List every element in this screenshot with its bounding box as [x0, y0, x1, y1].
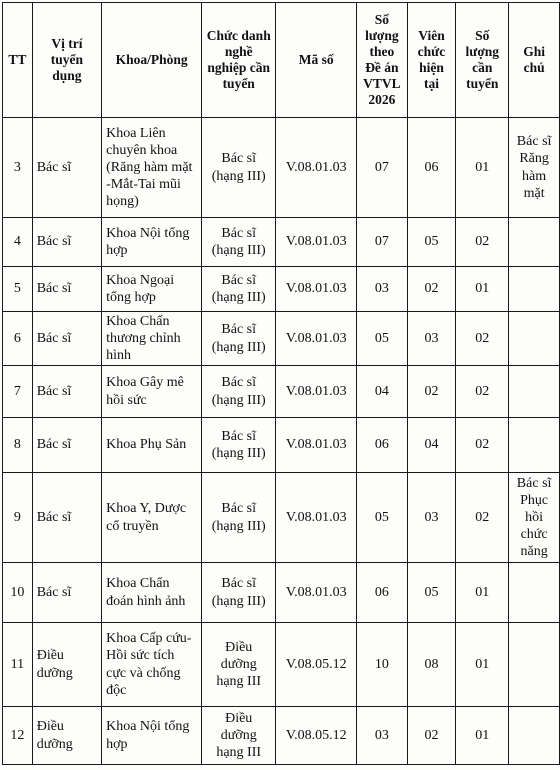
cell-planned: 07: [357, 218, 407, 267]
cell-needed: 01: [456, 267, 509, 312]
cell-position: Bác sĩ: [32, 418, 101, 473]
header-current: Viên chức hiện tại: [407, 3, 456, 118]
cell-current: 03: [407, 312, 456, 366]
header-note: Ghi chú: [509, 3, 560, 118]
cell-needed: 01: [456, 707, 509, 765]
table-row: [3, 473, 560, 563]
cell-needed: 01: [456, 563, 509, 623]
cell-title: Bác sĩ (hạng III): [202, 418, 276, 473]
cell-position: Bác sĩ: [32, 118, 101, 218]
cell-position: Điều dưỡng: [32, 707, 101, 765]
cell-tt: 3: [3, 118, 33, 218]
cell-department: Khoa Nội tổng hợp: [102, 707, 202, 765]
cell-planned: 03: [357, 707, 407, 765]
cell-position: Bác sĩ: [32, 366, 101, 418]
header-position: Vị trí tuyển dụng: [32, 3, 101, 118]
cell-department: Khoa Nội tổng hợp: [102, 218, 202, 267]
cell-tt: 9: [3, 473, 33, 563]
cell-note: [509, 218, 560, 267]
cell-planned: 03: [357, 267, 407, 312]
cell-department: Khoa Chẩn đoán hình ảnh: [102, 563, 202, 623]
cell-planned: 04: [357, 366, 407, 418]
cell-current: 02: [407, 267, 456, 312]
cell-planned: 07: [357, 118, 407, 218]
cell-planned: 06: [357, 563, 407, 623]
cell-code: V.08.05.12: [276, 707, 357, 765]
cell-needed: 02: [456, 418, 509, 473]
cell-title: Bác sĩ (hạng III): [202, 366, 276, 418]
table-row: [3, 563, 560, 623]
cell-department: Khoa Phụ Sản: [102, 418, 202, 473]
cell-planned: 06: [357, 418, 407, 473]
cell-position: Bác sĩ: [32, 267, 101, 312]
cell-department: Khoa Ngoại tổng hợp: [102, 267, 202, 312]
cell-needed: 02: [456, 218, 509, 267]
cell-note: [509, 366, 560, 418]
cell-current: 06: [407, 118, 456, 218]
cell-title: Bác sĩ (hạng III): [202, 267, 276, 312]
cell-title: Bác sĩ (hạng III): [202, 312, 276, 366]
cell-tt: 10: [3, 563, 33, 623]
header-planned: Số lượng theo Đề án VTVL 2026: [357, 3, 407, 118]
table-row: [3, 267, 560, 312]
cell-note: Bác sĩ Răng hàm mặt: [509, 118, 560, 218]
cell-position: Bác sĩ: [32, 563, 101, 623]
header-needed: Số lượng cần tuyển: [456, 3, 509, 118]
cell-department: Khoa Cấp cứu-Hồi sức tích cực và chống độc: [102, 623, 202, 707]
header-department: Khoa/Phòng: [102, 3, 202, 118]
header-tt: TT: [3, 3, 33, 118]
cell-code: V.08.01.03: [276, 473, 357, 563]
table-row: [3, 418, 560, 473]
cell-planned: 10: [357, 623, 407, 707]
cell-current: 04: [407, 418, 456, 473]
cell-code: V.08.01.03: [276, 312, 357, 366]
cell-current: 03: [407, 473, 456, 563]
cell-planned: 05: [357, 473, 407, 563]
table-row: [3, 218, 560, 267]
cell-department: Khoa Y, Dược cổ truyền: [102, 473, 202, 563]
header-title: Chức danh nghề nghiệp cần tuyển: [202, 3, 276, 118]
recruitment-table: [2, 2, 560, 765]
cell-department: Khoa Liên chuyên khoa (Răng hàm mặt -Mắt-Tai mũi họng): [102, 118, 202, 218]
cell-position: Bác sĩ: [32, 473, 101, 563]
cell-code: V.08.01.03: [276, 118, 357, 218]
cell-title: Bác sĩ (hạng III): [202, 218, 276, 267]
cell-department: Khoa Chấn thương chỉnh hình: [102, 312, 202, 366]
cell-code: V.08.01.03: [276, 218, 357, 267]
cell-note: [509, 707, 560, 765]
cell-title: Điều dưỡng hạng III: [202, 707, 276, 765]
table-row: [3, 707, 560, 765]
cell-position: Bác sĩ: [32, 312, 101, 366]
cell-note: Bác sĩ Phục hồi chức năng: [509, 473, 560, 563]
cell-code: V.08.05.12: [276, 623, 357, 707]
table-row: [3, 366, 560, 418]
cell-code: V.08.01.03: [276, 563, 357, 623]
cell-tt: 8: [3, 418, 33, 473]
cell-code: V.08.01.03: [276, 418, 357, 473]
cell-department: Khoa Gây mê hồi sức: [102, 366, 202, 418]
cell-needed: 02: [456, 312, 509, 366]
header-row: [3, 3, 560, 118]
cell-current: 05: [407, 563, 456, 623]
table-row: [3, 312, 560, 366]
cell-planned: 05: [357, 312, 407, 366]
cell-needed: 02: [456, 366, 509, 418]
cell-current: 08: [407, 623, 456, 707]
cell-needed: 01: [456, 118, 509, 218]
table-row: [3, 118, 560, 218]
cell-tt: 4: [3, 218, 33, 267]
cell-tt: 5: [3, 267, 33, 312]
cell-title: Bác sĩ (hạng III): [202, 473, 276, 563]
cell-note: [509, 312, 560, 366]
cell-needed: 02: [456, 473, 509, 563]
cell-title: Bác sĩ (hạng III): [202, 563, 276, 623]
cell-title: Bác sĩ (hạng III): [202, 118, 276, 218]
cell-code: V.08.01.03: [276, 366, 357, 418]
cell-note: [509, 418, 560, 473]
cell-position: Điều dưỡng: [32, 623, 101, 707]
cell-current: 05: [407, 218, 456, 267]
cell-needed: 01: [456, 623, 509, 707]
header-code: Mã số: [276, 3, 357, 118]
cell-code: V.08.01.03: [276, 267, 357, 312]
cell-title: Điều dưỡng hạng III: [202, 623, 276, 707]
cell-note: [509, 563, 560, 623]
cell-tt: 12: [3, 707, 33, 765]
cell-current: 02: [407, 366, 456, 418]
cell-note: [509, 623, 560, 707]
table-row: [3, 623, 560, 707]
cell-tt: 11: [3, 623, 33, 707]
cell-tt: 6: [3, 312, 33, 366]
cell-current: 02: [407, 707, 456, 765]
cell-tt: 7: [3, 366, 33, 418]
cell-note: [509, 267, 560, 312]
cell-position: Bác sĩ: [32, 218, 101, 267]
